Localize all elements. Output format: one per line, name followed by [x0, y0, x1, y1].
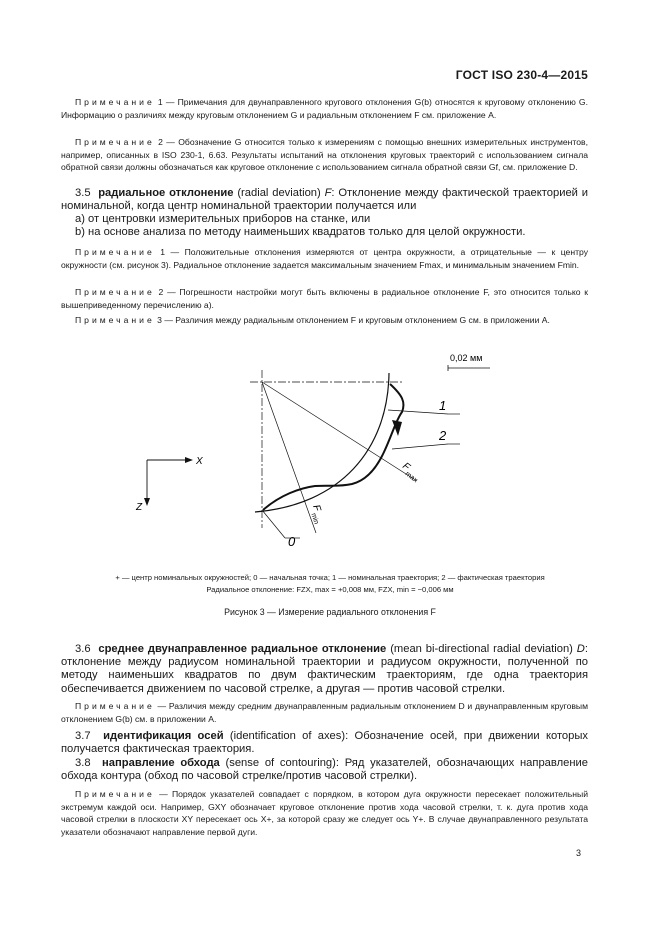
section-3-7: 3.7 идентификация осей (identification of axes): Обозначение осей, при движении которых получается фактическая траектория. — [61, 730, 589, 756]
axis-x-label: X — [196, 456, 203, 467]
term: радиальное отклонение — [98, 187, 234, 199]
note-1-top: Примечание 1 — Примечания для двунаправленного кругового отклонения G(b) относятся к круговому отклонению G. Информацию о различиях между круговым отклонением G и радиальным отклонением F см. приложение А. — [61, 97, 589, 120]
figure-legend: + — центр номинальных окружностей; 0 — начальная точка; 1 — номинальная траектория; 2 — фактическая траектория — [115, 573, 545, 582]
axis-z-label: Z — [136, 502, 143, 513]
list-item-a: a) от центровки измерительных приборов на станке, или — [75, 213, 371, 225]
label-2: 2 — [439, 428, 447, 443]
figure-title: Рисунок 3 — Измерение радиального отклонения F — [224, 607, 436, 617]
section-3-8: 3.8 направление обхода (sense of contouring): Ряд указателей, обозначающих направление обхода контура (обход по часовой стрелке/против часовой стрелки). — [61, 757, 588, 783]
svg-text:min: min — [309, 512, 320, 526]
label-0: 0 — [288, 534, 296, 549]
page-number: 3 — [575, 848, 581, 858]
list-item-b: b) на основе анализа по методу наименьших квадратов только для целой окружности. — [75, 226, 526, 238]
section-3-5: 3.5 радиальное отклонение (radial deviation) F: Отклонение между фактической траекторией и номинальной, когда центр номинальной траектории получается или — [61, 187, 588, 213]
z-arrow-icon — [144, 498, 150, 506]
note-3-6: Примечание — Различия между средним двунаправленным радиальным отклонением D и двунаправленным круговым отклонением G(b) см. в приложении А. — [61, 701, 588, 724]
radial-deviation-diagram — [130, 340, 490, 560]
note-3-5-2: Примечание 2 — Погрешности настройки могут быть включены в радиальное отклонение F, это относится только к вышеприведенному перечислению а). — [61, 287, 589, 310]
svg-text:F: F — [310, 503, 323, 513]
note-3-5-3: Примечание 3 — Различия между радиальным отклонением F и круговым отклонением G см. в приложении А. — [75, 315, 550, 325]
note-3-5-1: Примечание 1 — Положительные отклонения измеряются от центра окружности, а отрицательные — к центру окружности (см. рисунок 3). Радиальное отклонение задается максимальным значением Fmax, и минимальным значением Fmin. — [61, 247, 588, 270]
note-2-top: Примечание 2 — Обозначение G относится только к измерениям с помощью внешних измерительных инструментов, например, описанных в ISO 230-1, 6.63. Результаты испытаний на отклонения круговых траекторий с использованием сигнала обратной связи должны обозначаться как круговое отклонение с использованием сигнала обратной связи Gf, см. приложение D. — [61, 137, 589, 173]
svg-text:F: F — [400, 460, 412, 474]
svg-text:max: max — [403, 470, 419, 485]
figure-3-diagram — [130, 340, 490, 560]
scale-label: 0,02 мм — [450, 353, 483, 363]
document-header: ГОСТ ISO 230-4—2015 — [455, 68, 588, 82]
section-3-6: 3.6 среднее двунаправленное радиальное отклонение (mean bi-directional radial deviation) D: отклонение между радиусом номинальной траектории и радиусом окружности, полученной по методу наименьших квадратов по двум фактическим траекториям, где одна траектория обеспечивается движением по часовой стрелке, а другая — против часовой стрелки. — [61, 643, 588, 695]
note-3-8: Примечание — Порядок указателей совпадает с порядком, в котором дуга окружности пересекает положительный экстремум каждой оси. Например, GXY обозначает круговое отклонение против хода часовой стрелки, т. к. дуга против хода часовой стрелки в плоскости XY пересекает ось X+, за которой сразу же следует ось Y+. В случае двунаправленного результата указатели обозначают направление первой дуги. — [61, 789, 589, 837]
x-arrow-icon — [185, 457, 193, 463]
figure-radial-values: Радиальное отклонение: FZX, max = +0,008 мм, FZX, min = −0,006 мм — [206, 585, 454, 594]
label-1: 1 — [439, 398, 447, 413]
